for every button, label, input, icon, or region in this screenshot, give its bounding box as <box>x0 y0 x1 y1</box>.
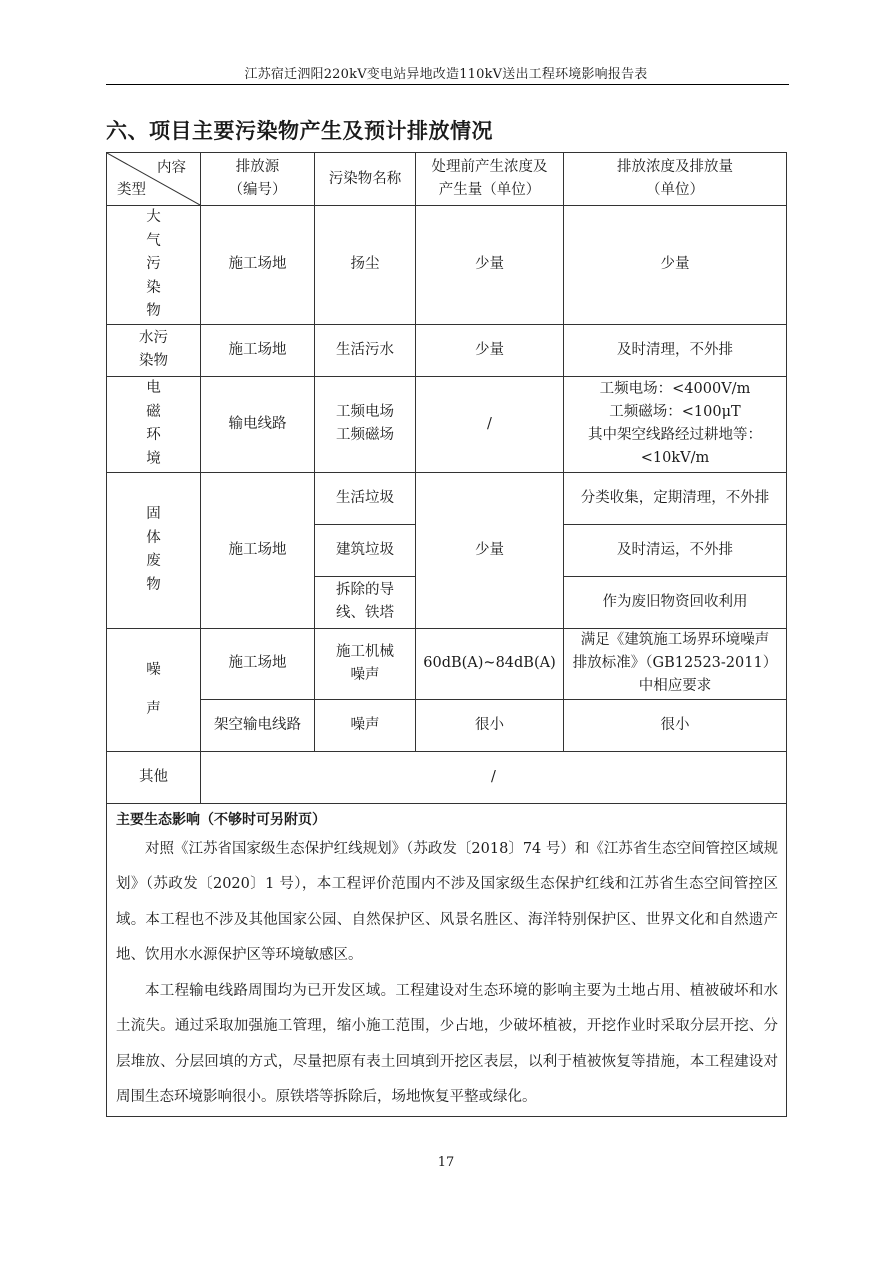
header-content-label: 内容 <box>157 160 186 176</box>
header-after: 排放浓度及排放量 （单位） <box>564 153 787 206</box>
header-pollutant: 污染物名称 <box>315 153 416 206</box>
after-cell: 作为废旧物资回收利用 <box>564 576 787 628</box>
type-noise <box>107 628 201 751</box>
before-cell: 少量 <box>416 472 564 628</box>
header-type-label: 类型 <box>117 182 146 198</box>
source-cell: 架空输电线路 <box>201 699 315 751</box>
header-source: 排放源 （编号） <box>201 153 315 206</box>
eco-paragraph: 本工程输电线路周围均为已开发区域。工程建设对生态环境的影响主要为土地占用、植被破坏和水土流失。通过采取加强施工管理，缩小施工范围，少占地，少破坏植被，开挖作业时采取分层开挖、分层堆放、分层回填的方式，尽量把原有表土回填到开挖区表层，以利于植被恢复等措施，本工程建设对周围生态环境影响很小。原铁塔等拆除后，场地恢复平整或绿化。 <box>116 982 778 1105</box>
noise-type-top: 噪 <box>146 661 161 678</box>
eco-title: 主要生态影响（不够时可另附页） <box>116 811 326 828</box>
table-row <box>107 324 787 376</box>
eco-impact-cell <box>107 803 787 1116</box>
type-electromagnetic: 电磁环境 <box>107 376 201 472</box>
after-cell: 少量 <box>564 206 787 325</box>
noise-type-bottom: 声 <box>146 700 161 717</box>
type-solid-waste: 固体废物 <box>107 472 201 628</box>
pollutant-cell: 扬尘 <box>315 206 416 325</box>
eco-row <box>107 803 787 1116</box>
pollutant-cell: 生活污水 <box>315 324 416 376</box>
after-cell: 工频电场：<4000V/m 工频磁场：<100μT 其中架空线路经过耕地等： <10kV/m <box>564 376 787 472</box>
header-rule <box>106 84 789 85</box>
after-cell: 很小 <box>564 699 787 751</box>
pollutant-cell: 施工机械 噪声 <box>315 628 416 699</box>
table-row <box>107 699 787 751</box>
document-header: 江苏宿迁泗阳220kV变电站异地改造110kV送出工程环境影响报告表 <box>244 67 648 82</box>
source-cell: 施工场地 <box>201 324 315 376</box>
page-number: 17 <box>437 1155 455 1170</box>
type-other: 其他 <box>107 751 201 803</box>
pollutant-cell: 生活垃圾 <box>315 472 416 524</box>
eco-paragraph: 对照《江苏省国家级生态保护红线规划》（苏政发〔2018〕74 号）和《江苏省生态空间管控区域规划》（苏政发〔2020〕1 号），本工程评价范围内不涉及国家级生态保护红线和江苏省生态空间管控区域。本工程也不涉及其他国家公园、自然保护区、风景名胜区、海洋特别保护区、世界文化和自然遗产地、饮用水水源保护区等环境敏感区。 <box>116 840 778 963</box>
after-cell: 及时清理，不外排 <box>564 324 787 376</box>
section-title: 六、项目主要污染物产生及预计排放情况 <box>106 119 493 143</box>
source-cell: 施工场地 <box>201 628 315 699</box>
after-cell: 满足《建筑施工场界环境噪声 排放标准》（GB12523-2011） 中相应要求 <box>564 628 787 699</box>
before-cell: 少量 <box>416 206 564 325</box>
header-before: 处理前产生浓度及 产生量（单位） <box>416 153 564 206</box>
type-water: 水污 染物 <box>107 324 201 376</box>
source-cell: 施工场地 <box>201 472 315 628</box>
type-air: 大气污染物 <box>107 206 201 325</box>
table-header-row <box>107 153 787 206</box>
pollutant-cell: 噪声 <box>315 699 416 751</box>
pollutant-table <box>106 152 787 1117</box>
table-row <box>107 376 787 472</box>
after-cell: 分类收集，定期清理，不外排 <box>564 472 787 524</box>
pollutant-cell: 工频电场 工频磁场 <box>315 376 416 472</box>
other-value: / <box>201 751 787 803</box>
table-row <box>107 751 787 803</box>
diagonal-header-cell <box>107 153 201 206</box>
after-cell: 及时清运，不外排 <box>564 524 787 576</box>
before-cell: 60dB(A)~84dB(A) <box>416 628 564 699</box>
before-cell: / <box>416 376 564 472</box>
source-cell: 输电线路 <box>201 376 315 472</box>
pollutant-cell: 建筑垃圾 <box>315 524 416 576</box>
table-row <box>107 628 787 699</box>
table-row <box>107 472 787 524</box>
pollutant-cell: 拆除的导 线、铁塔 <box>315 576 416 628</box>
before-cell: 很小 <box>416 699 564 751</box>
source-cell: 施工场地 <box>201 206 315 325</box>
table-row <box>107 206 787 325</box>
before-cell: 少量 <box>416 324 564 376</box>
